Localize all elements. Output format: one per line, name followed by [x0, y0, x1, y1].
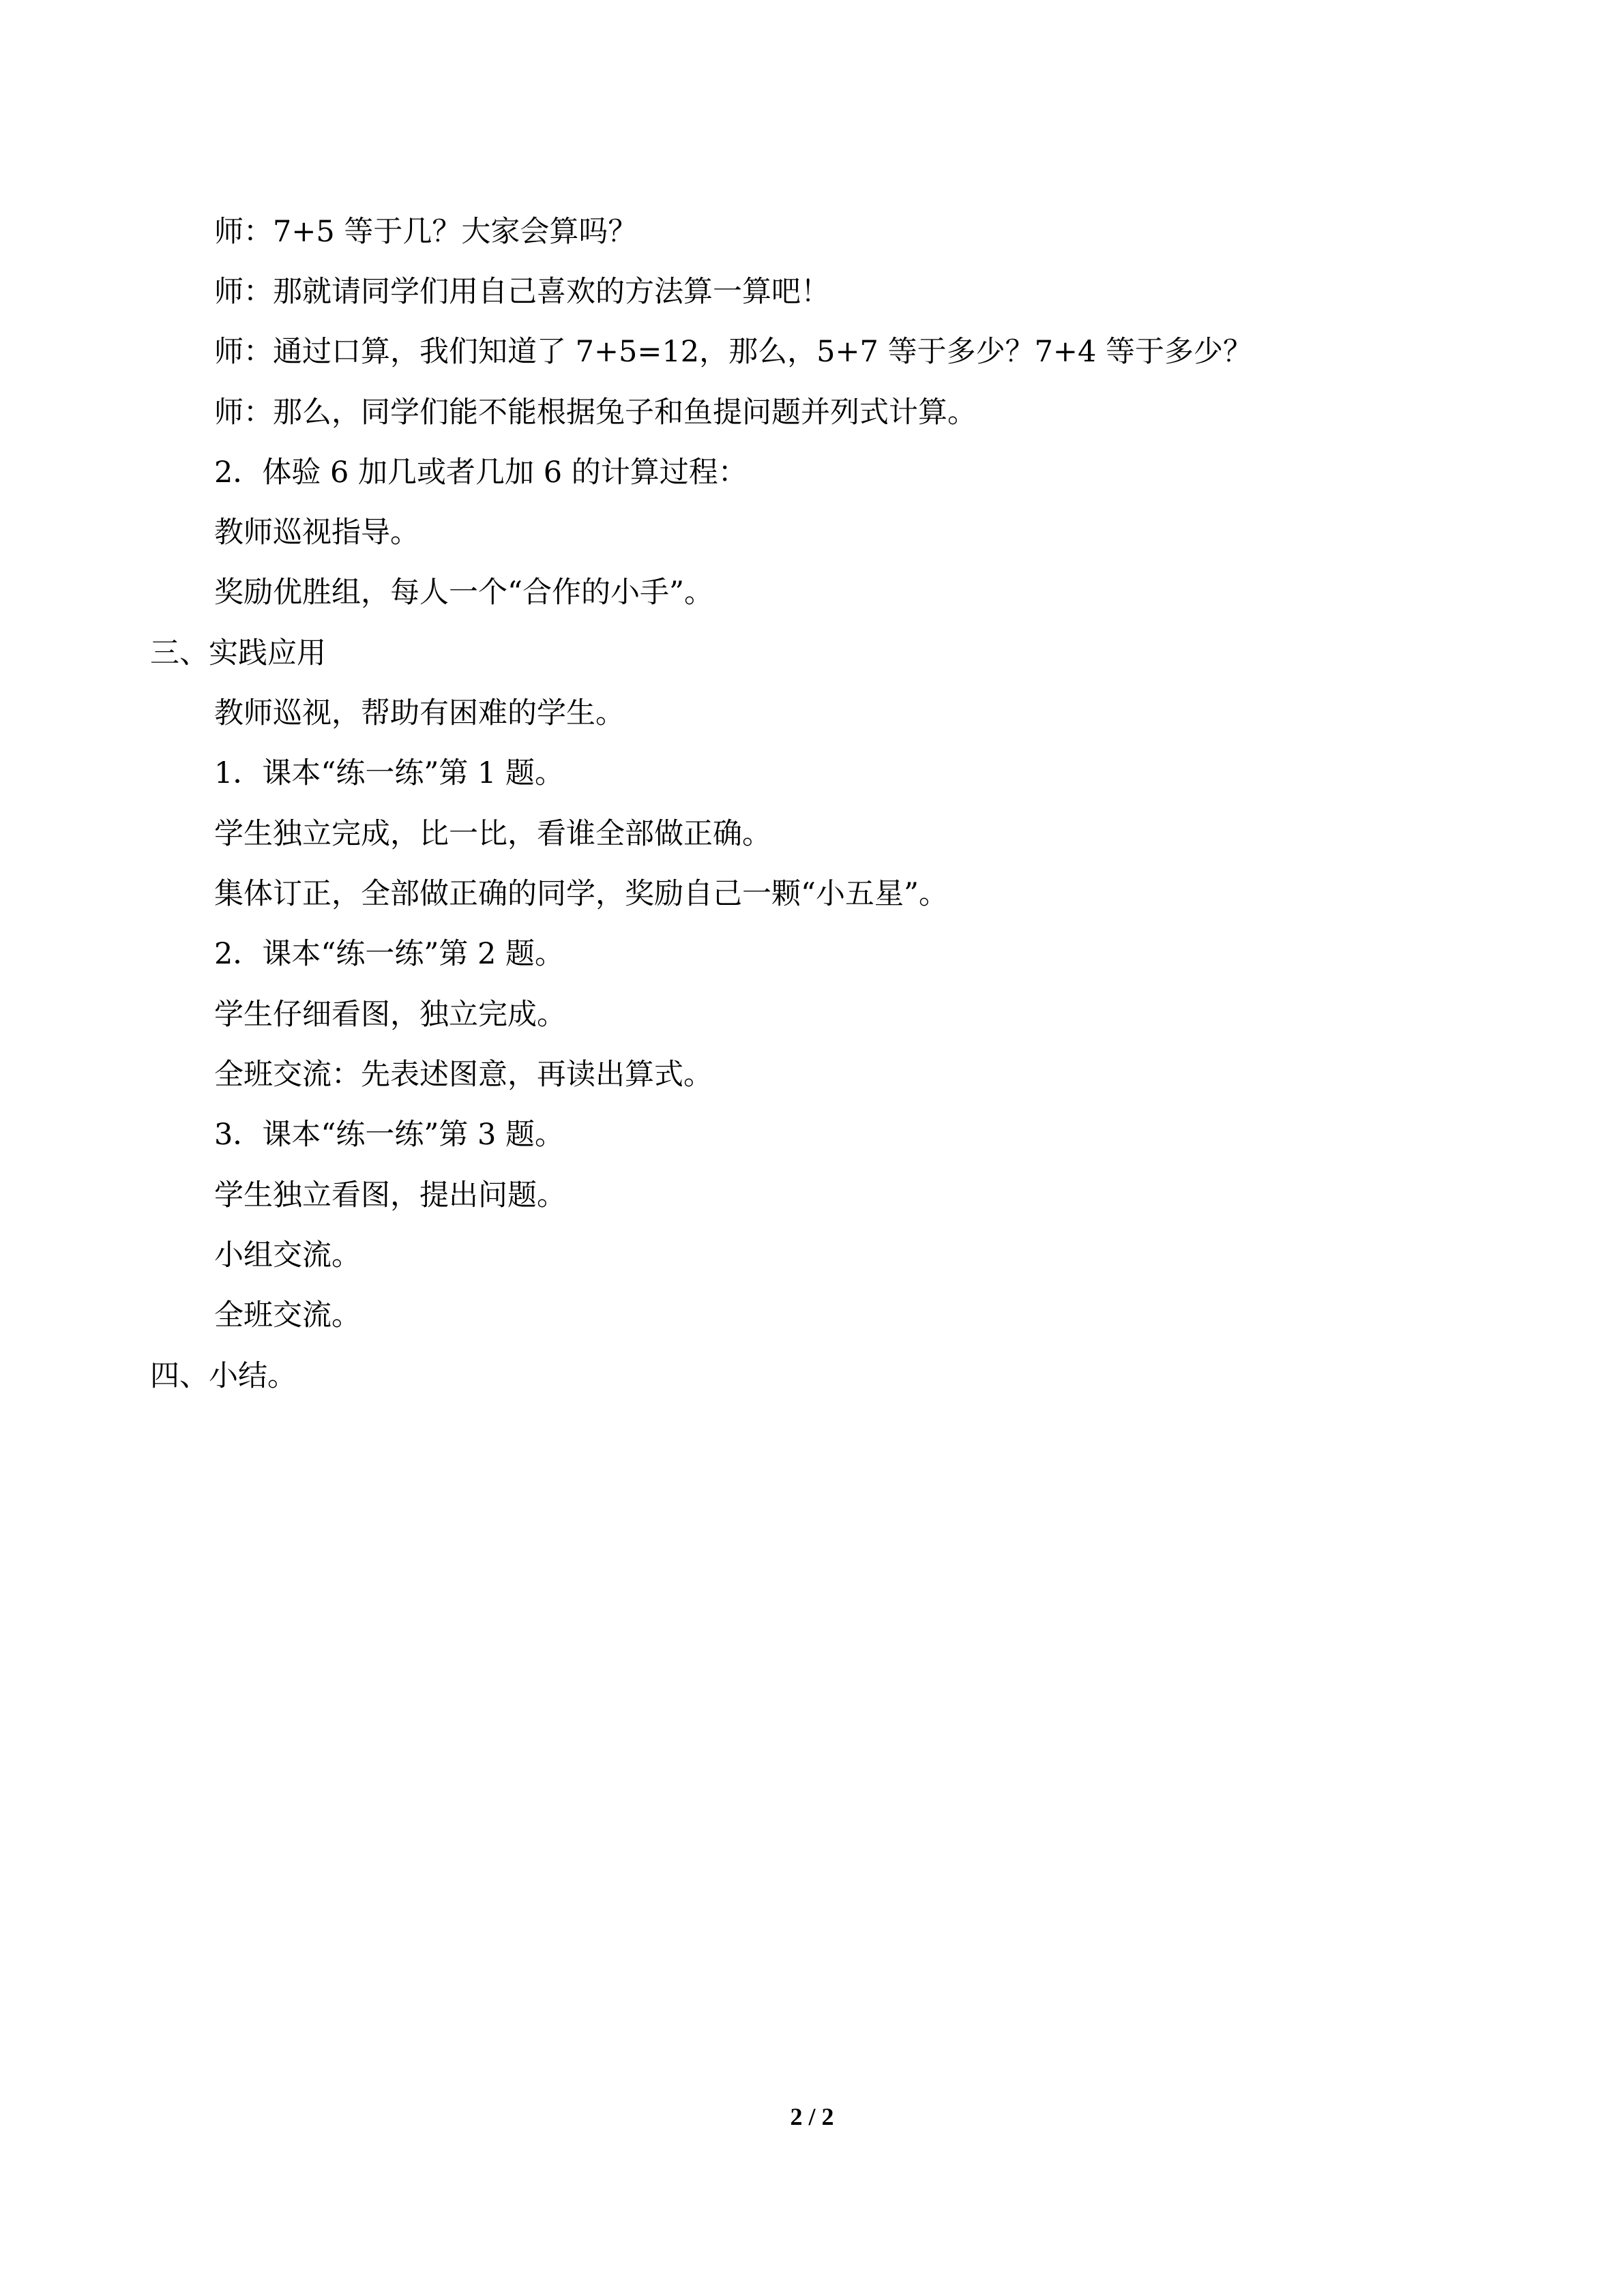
paragraph: 全班交流。 [214, 1298, 361, 1332]
paragraph: 全班交流：先表述图意，再读出算式。 [214, 1058, 713, 1092]
paragraph: 学生仔细看图，独立完成。 [214, 998, 566, 1032]
dialogue-line: 师：那么，同学们能不能根据兔子和鱼提问题并列式计算。 [214, 396, 977, 430]
subsection-title: 2．体验 6 加几或者几加 6 的计算过程： [214, 456, 748, 490]
paragraph: 集体订正，全部做正确的同学，奖励自己一颗“小五星”。 [214, 877, 948, 911]
paragraph: 学生独立完成，比一比，看谁全部做正确。 [214, 817, 771, 851]
section-heading: 三、实践应用 [150, 636, 326, 670]
exercise-item: 3．课本“练一练”第 3 题。 [214, 1118, 565, 1152]
dialogue-line: 师：通过口算，我们知道了 7+5=12，那么，5+7 等于多少？7+4 等于多少？ [214, 335, 1252, 369]
section-heading: 四、小结。 [150, 1359, 297, 1393]
page-number: 2 / 2 [790, 2103, 834, 2130]
paragraph: 教师巡视指导。 [214, 516, 419, 550]
exercise-item: 2．课本“练一练”第 2 题。 [214, 937, 565, 971]
paragraph: 学生独立看图，提出问题。 [214, 1178, 566, 1212]
exercise-item: 1．课本“练一练”第 1 题。 [214, 756, 565, 790]
paragraph: 奖励优胜组，每人一个“合作的小手”。 [214, 576, 713, 610]
paragraph: 小组交流。 [214, 1238, 361, 1272]
dialogue-line: 师：那就请同学们用自己喜欢的方法算一算吧！ [214, 275, 830, 309]
paragraph: 教师巡视，帮助有困难的学生。 [214, 696, 625, 730]
dialogue-line: 师：7+5 等于几？大家会算吗？ [214, 215, 638, 249]
